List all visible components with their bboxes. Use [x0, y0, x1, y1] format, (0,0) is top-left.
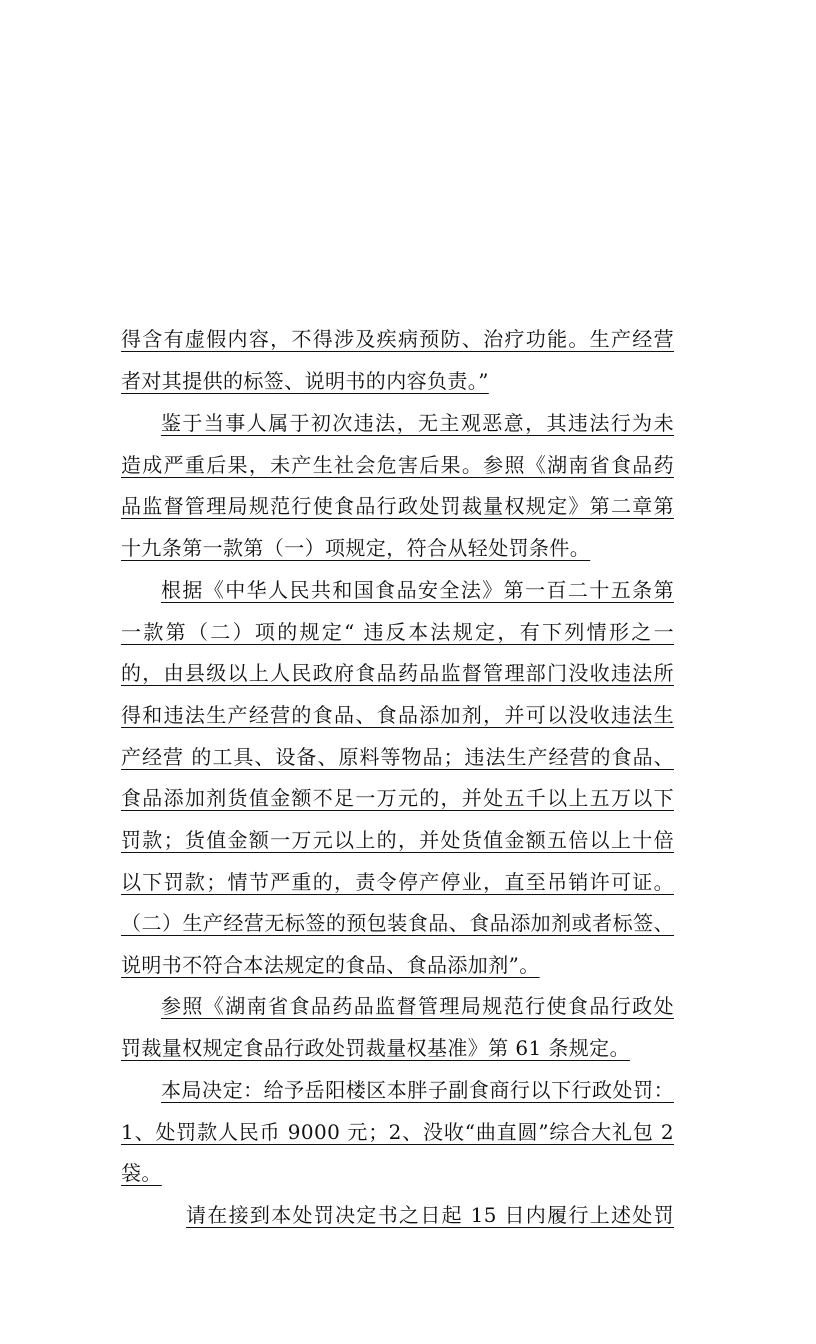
text-line: （二）生产经营无标签的预包装食品、食品添加剂或者标签、: [121, 911, 674, 935]
paragraph-start-line: 鉴于当事人属于初次违法，无主观恶意，其违法行为未: [161, 411, 674, 435]
paragraph-start-line: 请在接到本处罚决定书之日起 15 日内履行上述处罚: [186, 1203, 674, 1227]
paragraph-start-line: 参照《湖南省食品药品监督管理局规范行使食品行政处: [161, 994, 674, 1018]
text-line: 者对其提供的标签、说明书的内容负责。”: [121, 369, 489, 393]
text-line: 品监督管理局规范行使食品行政处罚裁量权规定》第二章第: [121, 494, 674, 518]
text-line: 的，由县级以上人民政府食品药品监督管理部门没收违法所: [121, 661, 674, 685]
text-line: 造成严重后果，未产生社会危害后果。参照《湖南省食品药: [121, 453, 674, 477]
text-line: 产经营 的工具、设备、原料等物品；违法生产经营的食品、: [121, 745, 674, 769]
text-line: 1、处罚款人民币 9000 元；2、没收“曲直圆”综合大礼包 2: [121, 1120, 674, 1144]
text-line: 袋。: [121, 1161, 162, 1185]
paragraph-start-line: 本局决定：给予岳阳楼区本胖子副食商行以下行政处罚：: [161, 1078, 674, 1102]
text-line: 罚裁量权规定食品行政处罚裁量权基准》第 61 条规定。: [121, 1036, 630, 1060]
text-line: 得和违法生产经营的食品、食品添加剂，并可以没收违法生: [121, 703, 674, 727]
text-line: 说明书不符合本法规定的食品、食品添加剂”。: [121, 953, 540, 977]
text-line: 以下罚款；情节严重的，责令停产停业，直至吊销许可证。: [121, 870, 674, 894]
text-line: 食品添加剂货值金额不足一万元的，并处五千以上五万以下: [121, 786, 674, 810]
text-line: 得含有虚假内容，不得涉及疾病预防、治疗功能。生产经营: [121, 327, 674, 351]
paragraph-start-line: 根据《中华人民共和国食品安全法》第一百二十五条第: [161, 578, 674, 602]
text-line: 一款第（二）项的规定“ 违反本法规定，有下列情形之一: [121, 620, 674, 644]
text-line: 罚款；货值金额一万元以上的，并处货值金额五倍以上十倍: [121, 828, 674, 852]
text-line: 十九条第一款第（一）项规定，符合从轻处罚条件。: [121, 536, 591, 560]
